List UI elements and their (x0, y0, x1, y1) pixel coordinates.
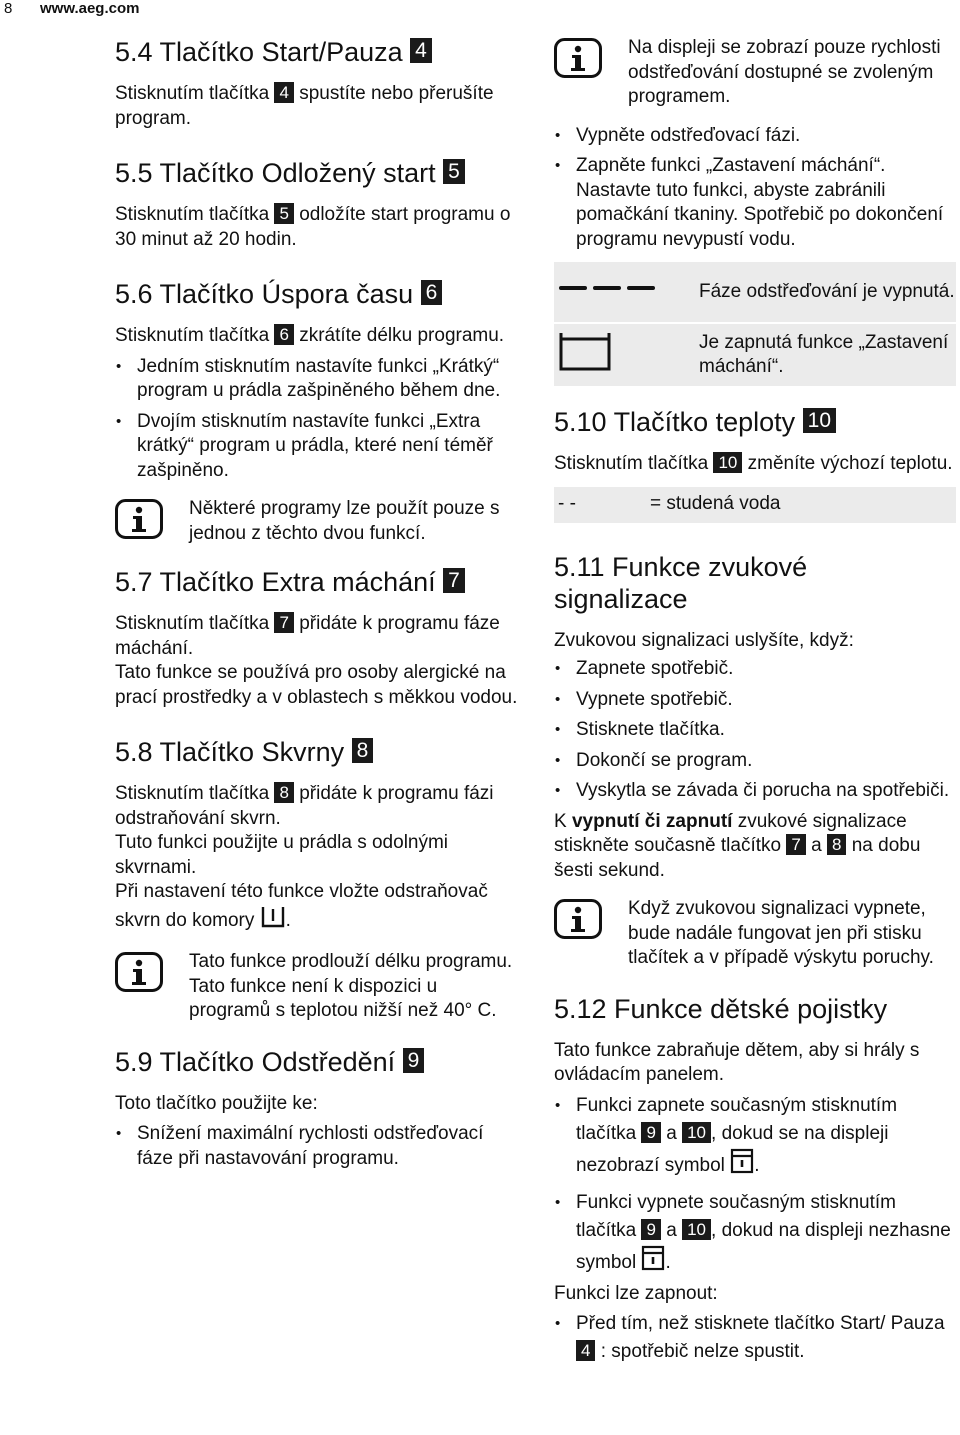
paragraph: Funkci lze zapnout: (554, 1282, 718, 1304)
list-item: • Funkci vypnete současným stisknutím tlačítka 9 a 10 , dokud na displeji nezhasne symbol . (554, 1189, 956, 1280)
info-icon (554, 38, 602, 83)
paragraph: Stisknutím tlačítka 8 přidáte k programu fázi odstraňování skvrn. (115, 783, 494, 829)
key-badge: 8 (352, 738, 374, 763)
section-title: 5.9 Tlačítko Odstředění 9 (115, 1046, 520, 1078)
paragraph: Při nastavení této funkce vložte odstraňovač skvrn do komory . (115, 880, 520, 936)
paragraph: Stisknutím tlačítka 5 odložíte start programu o 30 minut až 20 hodin. (115, 204, 511, 250)
spin-off-dashes-icon (554, 262, 698, 323)
bullet-list (554, 657, 956, 804)
child-lock-icon (730, 1148, 754, 1183)
section-5-5 (115, 157, 520, 252)
page-number: 8 (4, 0, 13, 17)
paragraph: K vypnutí či zapnutí zvukové signalizace stiskněte současně tlačítko 7 a 8 na dobu šesti sekund. (554, 810, 921, 881)
section-5-10 (554, 406, 956, 525)
table-cell: = studená voda (649, 487, 956, 524)
section-5-6 (115, 278, 520, 546)
bullet-list (115, 355, 520, 484)
key-badge: 8 (274, 782, 293, 803)
key-badge: 7 (443, 568, 465, 593)
stain-compartment-icon (260, 905, 286, 937)
key-badge: 10 (682, 1122, 711, 1143)
key-badge: 5 (274, 203, 293, 224)
key-badge: 6 (274, 324, 293, 345)
section-5-8 (115, 736, 520, 1024)
paragraph: Stisknutím tlačítka 10 změníte výchozí teplotu. (554, 453, 953, 474)
list-item: • Jedním stisknutím nastavíte funkci „Krátký“ program u prádla zašpiněného během dne. (115, 355, 520, 404)
key-badge: 5 (443, 159, 465, 184)
paragraph: Tato funkce se používá pro osoby alergické na prací prostředky a v oblastech s měkkou vodou. (115, 662, 518, 708)
list-item: • Před tím, než stisknete tlačítko Start/ Pauza 4 : spotřebič nelze spustit. (554, 1310, 956, 1366)
info-icon (115, 499, 163, 544)
section-5-4 (115, 36, 520, 131)
info-note: Na displeji se zobrazí pouze rychlosti odstřeďování dostupné se zvoleným programem. (554, 36, 956, 110)
left-column (115, 36, 520, 1177)
list-item: • Vyskytla se závada či porucha na spotřebiči. (554, 779, 956, 804)
list-item: • Snížení maximální rychlosti odstřeďovací fáze při nastavování programu. (115, 1122, 520, 1171)
key-badge: 4 (274, 82, 293, 103)
list-item: • Zapnete spotřebič. (554, 657, 956, 682)
header-url: www.aeg.com (40, 0, 140, 17)
section-5-7 (115, 566, 520, 710)
child-lock-icon (641, 1245, 665, 1280)
section-title: 5.10 Tlačítko teploty 10 (554, 406, 956, 438)
list-item: • Stisknete tlačítka. (554, 718, 956, 743)
section-title: 5.11 Funkce zvukové signalizace (554, 551, 808, 614)
key-badge: 6 (421, 280, 443, 305)
info-note: Když zvukovou signalizaci vypnete, bude nadále fungovat jen při stisku tlačítek a v případě výskytu poruchy. (554, 897, 956, 971)
key-badge: 10 (682, 1219, 711, 1240)
paragraph: Tuto funkci použijte u prádla s odolnými skvrnami. (115, 832, 449, 878)
bullet-list (554, 124, 956, 253)
key-badge: 7 (786, 834, 805, 855)
list-item: • Dokončí se program. (554, 749, 956, 774)
info-note: Tato funkce prodlouží délku programu. Tato funkce není k dispozici u programů s teplotou nižší než 40° C. (115, 950, 520, 1024)
section-title: 5.5 Tlačítko Odložený start 5 (115, 157, 520, 189)
list-item: • Funkci zapnete současným stisknutím tlačítka 9 a 10 , dokud se na displeji nezobrazí symbol . (554, 1092, 956, 1183)
section-title: 5.8 Tlačítko Skvrny 8 (115, 736, 520, 768)
spin-symbol-table (554, 262, 956, 388)
info-icon (115, 952, 163, 997)
section-title: 5.12 Funkce dětské pojistky (554, 993, 888, 1024)
key-badge: 4 (410, 38, 432, 63)
paragraph: Toto tlačítko použijte ke: (115, 1092, 318, 1114)
table-row (554, 262, 956, 323)
bullet-list (554, 1310, 956, 1366)
paragraph: Stisknutím tlačítka 7 přidáte k programu fáze máchání. (115, 613, 500, 659)
right-column (554, 36, 956, 1372)
key-badge: 9 (403, 1048, 425, 1073)
table-row (554, 487, 956, 524)
paragraph: Stisknutím tlačítka 4 spustíte nebo přerušíte program. (115, 83, 494, 129)
key-badge: 8 (827, 834, 846, 855)
section-5-9 (115, 1046, 520, 1172)
table-cell: Je zapnutá funkce „Zastavení máchání“. (698, 323, 956, 387)
rinse-hold-tub-icon (554, 323, 698, 387)
info-icon (554, 899, 602, 944)
bullet-list (115, 1122, 520, 1171)
section-title: 5.7 Tlačítko Extra máchání 7 (115, 566, 520, 598)
key-badge: 9 (641, 1122, 660, 1143)
bullet-list (554, 1092, 956, 1280)
paragraph: Tato funkce zabraňuje dětem, aby si hrály s ovládacím panelem. (554, 1039, 920, 1085)
paragraph: Zvukovou signalizaci uslyšíte, když: (554, 629, 854, 651)
info-note: Některé programy lze použít pouze s jednou z těchto dvou funkcí. (115, 497, 520, 546)
key-badge: 4 (576, 1340, 595, 1361)
list-item: • Vypnete spotřebič. (554, 688, 956, 713)
page-header (0, 0, 960, 24)
paragraph: Stisknutím tlačítka 6 zkrátíte délku programu. (115, 325, 505, 346)
list-item: • Zapněte funkci „Zastavení máchání“. Nastavte tuto funkci, abyste zabránili pomačkání tkaniny. Spotřebič po dokončení programu nevypustí vodu. (554, 154, 956, 252)
key-badge: 10 (713, 452, 742, 473)
key-badge: 10 (803, 408, 836, 433)
key-badge: 7 (274, 612, 293, 633)
table-row (554, 323, 956, 387)
key-badge: 9 (641, 1219, 660, 1240)
list-item: • Dvojím stisknutím nastavíte funkci „Extra krátký“ program u prádla, které není téměř zašpiněno. (115, 410, 520, 484)
section-5-11 (554, 551, 956, 971)
temperature-table (554, 487, 956, 525)
table-cell: - - (554, 487, 649, 524)
list-item: • Vypněte odstřeďovací fázi. (554, 124, 956, 149)
section-title: 5.6 Tlačítko Úspora času 6 (115, 278, 520, 310)
section-title: 5.4 Tlačítko Start/Pauza 4 (115, 36, 520, 68)
section-5-12 (554, 993, 956, 1367)
table-cell: Fáze odstřeďování je vypnutá. (698, 262, 956, 323)
